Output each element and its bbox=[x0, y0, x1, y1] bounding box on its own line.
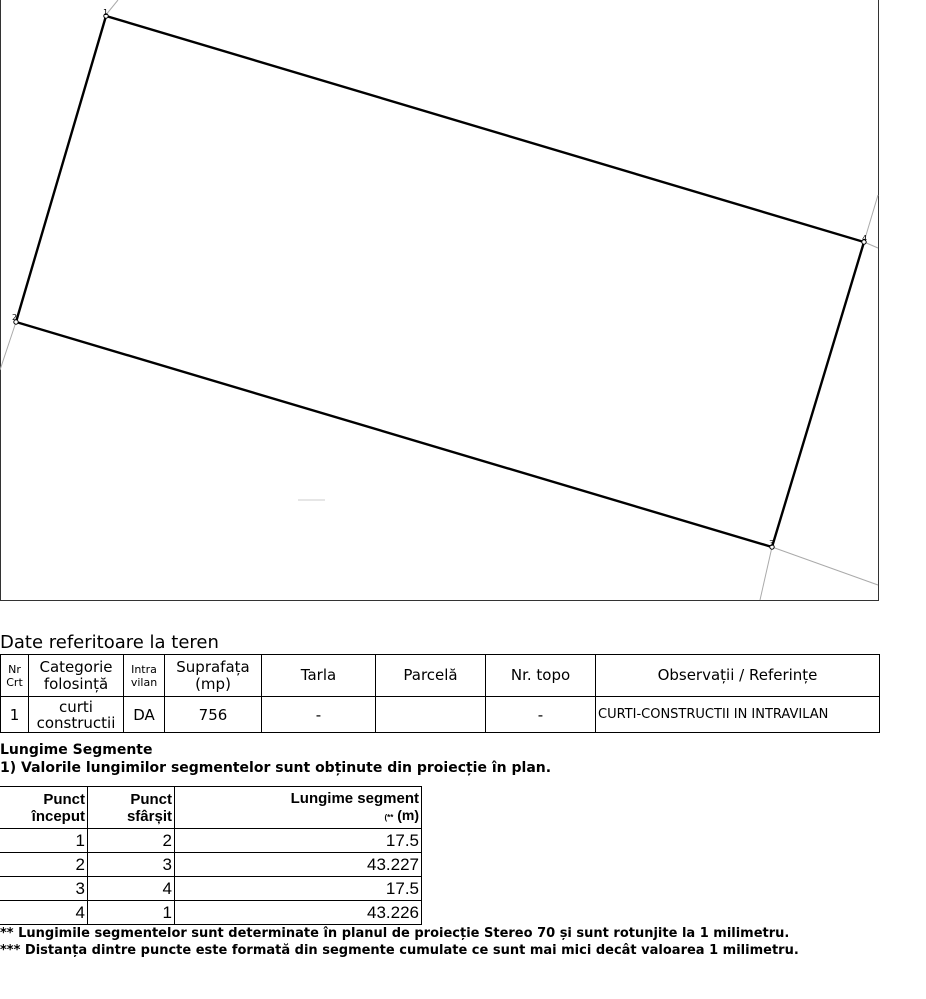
header-unit-text: (m) bbox=[397, 806, 419, 823]
cell-text: constructii bbox=[36, 713, 116, 732]
header-text: Suprafața bbox=[176, 657, 250, 676]
cell-area: 756 bbox=[165, 697, 262, 733]
header-nr-topo: Nr. topo bbox=[486, 655, 596, 697]
cell-nr-topo: - bbox=[486, 697, 596, 733]
header-parcela: Parcelă bbox=[376, 655, 486, 697]
header-text: Punct bbox=[43, 790, 85, 808]
header-end-point bbox=[88, 787, 175, 829]
parcel-boundary bbox=[16, 16, 864, 547]
point-label-4: 4 bbox=[862, 234, 868, 243]
header-text: (mp) bbox=[195, 674, 231, 693]
table-row bbox=[0, 853, 422, 877]
header-unit bbox=[384, 807, 419, 823]
point-label-1: 1 bbox=[103, 8, 109, 17]
header-area bbox=[165, 655, 262, 697]
neighbor-line bbox=[0, 322, 16, 370]
table-header-row bbox=[0, 787, 422, 829]
land-data-table bbox=[0, 654, 880, 733]
header-text: vilan bbox=[130, 675, 158, 689]
cell-length: 17.5 bbox=[175, 877, 422, 901]
segments-title: Lungime Segmente bbox=[0, 742, 153, 758]
cell-text: curti bbox=[59, 697, 93, 716]
point-label-2: 2 bbox=[12, 313, 18, 322]
table-row bbox=[0, 901, 422, 925]
header-start-point bbox=[0, 787, 88, 829]
cell-length: 17.5 bbox=[175, 829, 422, 853]
cell-start: 3 bbox=[0, 877, 88, 901]
cell-end: 1 bbox=[88, 901, 175, 925]
header-note: (** bbox=[384, 812, 394, 822]
segments-table bbox=[0, 786, 422, 925]
cell-category bbox=[29, 697, 124, 733]
cell-length: 43.226 bbox=[175, 901, 422, 925]
cell-start: 1 bbox=[0, 829, 88, 853]
cell-tarla: - bbox=[262, 697, 376, 733]
neighbor-line bbox=[760, 547, 772, 600]
cell-observatii: CURTI-CONSTRUCTII IN INTRAVILAN bbox=[596, 697, 880, 733]
header-text: Nr bbox=[8, 662, 21, 676]
table-row bbox=[1, 697, 880, 733]
footnote-distance: *** Distanța dintre puncte este formată din segmente cumulate ce sunt mai mici decât valoarea 1 milimetru. bbox=[0, 943, 799, 958]
header-text: folosință bbox=[43, 674, 109, 693]
cell-nr: 1 bbox=[1, 697, 29, 733]
header-observatii: Observații / Referințe bbox=[596, 655, 880, 697]
cell-start: 2 bbox=[0, 853, 88, 877]
neighbor-line bbox=[772, 547, 878, 585]
cell-length: 43.227 bbox=[175, 853, 422, 877]
footnote-projection: ** Lungimile segmentelor sunt determinate în planul de proiecție Stereo 70 și sunt rotunjite la 1 milimetru. bbox=[0, 926, 790, 941]
header-text: Intra bbox=[131, 662, 157, 676]
land-section-title: Date referitoare la teren bbox=[0, 632, 219, 653]
cell-parcela bbox=[376, 697, 486, 733]
cell-intravilan: DA bbox=[124, 697, 165, 733]
cell-start: 4 bbox=[0, 901, 88, 925]
cell-end: 2 bbox=[88, 829, 175, 853]
header-category bbox=[29, 655, 124, 697]
header-nr-crt bbox=[1, 655, 29, 697]
cell-end: 3 bbox=[88, 853, 175, 877]
header-intravilan bbox=[124, 655, 165, 697]
table-row bbox=[0, 877, 422, 901]
header-text: Punct bbox=[130, 790, 172, 808]
header-text: Categorie bbox=[39, 657, 113, 676]
table-row bbox=[0, 829, 422, 853]
cell-end: 4 bbox=[88, 877, 175, 901]
header-text: Crt bbox=[6, 675, 23, 689]
plan-frame bbox=[1, 0, 879, 601]
header-text: început bbox=[31, 807, 85, 825]
header-text: sfârșit bbox=[126, 807, 172, 825]
header-text: Lungime segment bbox=[290, 789, 419, 807]
header-tarla: Tarla bbox=[262, 655, 376, 697]
header-segment-length bbox=[175, 787, 422, 829]
segments-note: 1) Valorile lungimilor segmentelor sunt obținute din proiecție în plan. bbox=[0, 760, 552, 776]
point-label-3: 3 bbox=[769, 539, 775, 548]
table-header-row bbox=[1, 655, 880, 697]
